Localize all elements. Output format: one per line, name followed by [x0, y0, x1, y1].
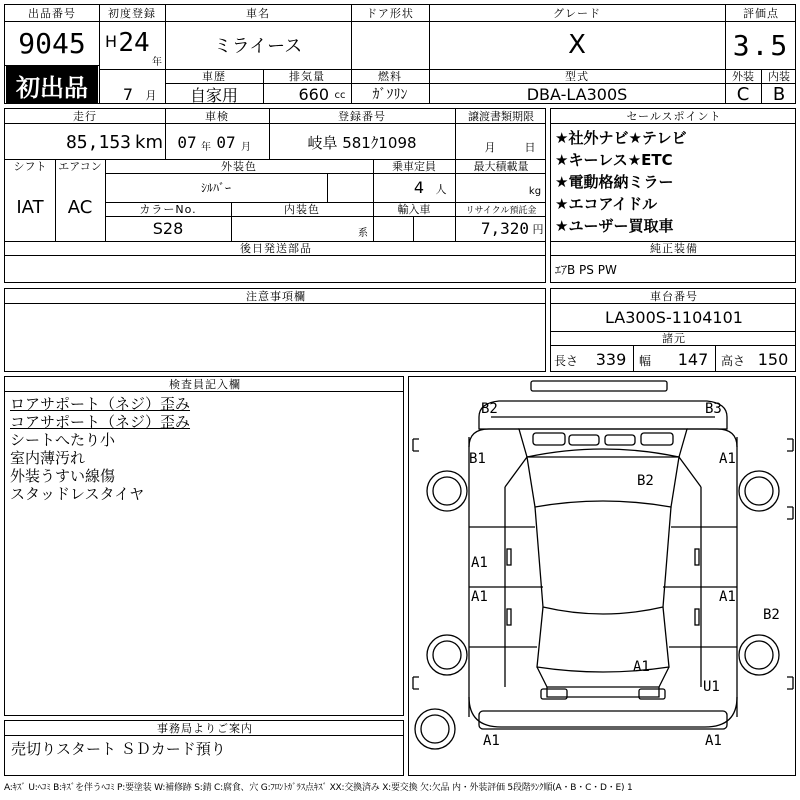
max-load-label: 最大積載量 [473, 160, 529, 173]
door-type [351, 21, 429, 69]
inspector-notes-list [10, 395, 400, 503]
year-unit: 年 [152, 56, 162, 67]
length-label: 長さ [553, 353, 578, 368]
damage-mark-fender-left: B1 [469, 451, 486, 467]
list-item: ★キーレス★ETC [555, 151, 673, 169]
inspection-year-unit: 年 [201, 141, 211, 153]
capacity: 4 [413, 178, 425, 197]
lot-number: 9045 [18, 26, 86, 60]
equipment: ｴｱB PS PW [555, 262, 617, 277]
fuel-label: 燃料 [378, 70, 402, 83]
displacement: 660 [298, 84, 329, 104]
list-item: コアサポート（ネジ）歪み [10, 413, 191, 431]
transfer-day-unit: 日 [524, 141, 536, 154]
registration-label: 登録番号 [338, 110, 386, 123]
specs-label: 諸元 [662, 332, 686, 345]
interior-color-unit: 系 [358, 227, 368, 239]
damage-mark-front-right: B3 [705, 401, 722, 417]
width-label: 幅 [638, 353, 651, 368]
exterior-color: ｼﾙﾊﾞｰ [200, 181, 231, 195]
damage-mark-hood: B2 [637, 473, 654, 489]
ac-label: エアコン [58, 160, 102, 173]
sales-points-label: セールスポイント [626, 110, 722, 123]
fuel: ｶﾞｿﾘﾝ [372, 87, 408, 103]
list-item: ロアサポート（ネジ）歪み [10, 395, 191, 413]
shift: IAT [16, 196, 44, 218]
first-listing-badge: 初出品 [6, 66, 98, 104]
sales-points-block [550, 108, 796, 283]
score: 3.5 [732, 28, 790, 62]
history-label: 車歴 [202, 70, 226, 83]
chassis-number-label: 車台番号 [650, 290, 698, 303]
door-type-label: ドア形状 [366, 7, 414, 20]
exterior-color-label: 外装色 [221, 160, 257, 173]
equipment-label: 純正装備 [650, 242, 698, 255]
interior-color-label: 内装色 [284, 203, 320, 216]
car-name: ミライース [213, 36, 303, 57]
capacity-unit: 人 [435, 183, 447, 196]
exterior-grade: C [736, 83, 750, 104]
list-item: 室内薄汚れ [10, 449, 86, 467]
interior-grade-label: 内装 [768, 70, 790, 83]
damage-mark-trunk: A1 [633, 659, 650, 675]
damage-mark-front-left: B2 [481, 401, 498, 417]
grade-label: グレード [553, 7, 601, 20]
month-unit: 月 [145, 89, 157, 102]
caution-label: 注意事項欄 [246, 290, 306, 303]
recycle-unit: 円 [532, 223, 544, 236]
car-outline-diagram [409, 377, 796, 776]
inspection-month: 07 [216, 132, 236, 152]
inspector-notes-block [4, 376, 404, 716]
damage-mark-rear-quarter-right: U1 [703, 679, 720, 695]
inspector-notes-label: 検査員記入欄 [169, 378, 241, 391]
mileage-label: 走行 [73, 110, 97, 123]
grade: X [568, 30, 586, 60]
exterior-grade-label: 外装 [732, 70, 754, 83]
vehicle-info-block [4, 108, 546, 283]
length: 339 [595, 349, 627, 369]
damage-mark-front-door-left: A1 [471, 555, 488, 571]
era: H [104, 31, 118, 51]
recycle-label: リサイクル預託金 [465, 205, 537, 216]
recycle-deposit: 7,320 [480, 219, 529, 238]
height: 150 [757, 349, 789, 369]
registration-year: 24 [118, 28, 150, 58]
color-number-label: カラーNo. [139, 203, 197, 216]
height-label: 高さ [720, 353, 745, 368]
transfer-deadline-label: 譲渡書類期限 [468, 110, 534, 123]
mileage-unit: km [135, 131, 163, 153]
list-item: ★電動格納ミラー [555, 173, 674, 191]
import-label: 輸入車 [397, 203, 431, 216]
inspection-label: 車検 [205, 110, 229, 123]
office-notes-label: 事務局よりご案内 [157, 722, 253, 735]
registration-number: 岐阜 581ｸ1098 [307, 133, 417, 152]
registration-month: 7 [122, 84, 134, 104]
list-item: シートへたり小 [10, 431, 116, 449]
list-item: 外装うすい線傷 [10, 467, 116, 485]
damage-mark-fender-right: A1 [719, 451, 736, 467]
transfer-month-unit: 月 [484, 141, 496, 154]
mileage: 85,153 [65, 131, 131, 153]
score-label: 評価点 [743, 7, 779, 20]
model-code-label: 型式 [565, 70, 589, 83]
history: 自家用 [189, 85, 238, 104]
list-item: ★ユーザー買取車 [555, 217, 674, 235]
damage-mark-rear-door-left: A1 [471, 589, 488, 605]
inspection-year: 07 [177, 132, 197, 152]
lot-number-label: 出品番号 [28, 7, 76, 20]
first-registration-label: 初度登録 [108, 7, 156, 20]
list-item: ★エコアイドル [555, 195, 658, 213]
shift-label: シフト [13, 160, 47, 173]
list-item: ★社外ナビ★テレビ [555, 129, 687, 147]
max-load-unit: kg [528, 185, 542, 197]
later-parts-label: 後日発送部品 [240, 242, 312, 255]
damage-legend: A:ｷｽﾞ U:ﾍｺﾐ B:ｷｽﾞを伴うﾍｺﾐ P:要塗装 W:補修跡 S:錆 C:腐食、穴 G:ﾌﾛﾝﾄｶﾞﾗｽ点ｷｽﾞ XX:交換済み X:要交換 欠:欠品 内・外装評価 5段階ﾗﾝｸ順(A・B・C・D・E) 1 [4, 783, 633, 793]
ac: AC [67, 196, 93, 218]
model-code: DBA-LA300S [526, 84, 628, 104]
capacity-label: 乗車定員 [392, 160, 436, 173]
width: 147 [677, 349, 709, 369]
sales-points-list [555, 127, 795, 237]
office-notes-block [4, 720, 404, 776]
damage-mark-rear-right: A1 [705, 733, 722, 749]
header-block [4, 4, 796, 104]
chassis-block [550, 288, 796, 372]
car-name-label: 車名 [246, 7, 270, 20]
list-item: スタッドレスタイヤ [10, 485, 145, 503]
chassis-number: LA300S-1104101 [605, 307, 743, 327]
damage-diagram [408, 376, 796, 776]
office-notes: 売切りスタート ＳＤカード預り [11, 739, 226, 758]
color-number: S28 [152, 219, 184, 238]
caution-block [4, 288, 546, 372]
damage-mark-quarter-right: B2 [763, 607, 780, 623]
damage-mark-rear-door-right: A1 [719, 589, 736, 605]
interior-grade: B [772, 83, 786, 104]
damage-mark-rear-left: A1 [483, 733, 500, 749]
inspection-month-unit: 月 [241, 141, 251, 153]
displacement-unit: cc [334, 89, 346, 101]
displacement-label: 排気量 [289, 70, 325, 83]
